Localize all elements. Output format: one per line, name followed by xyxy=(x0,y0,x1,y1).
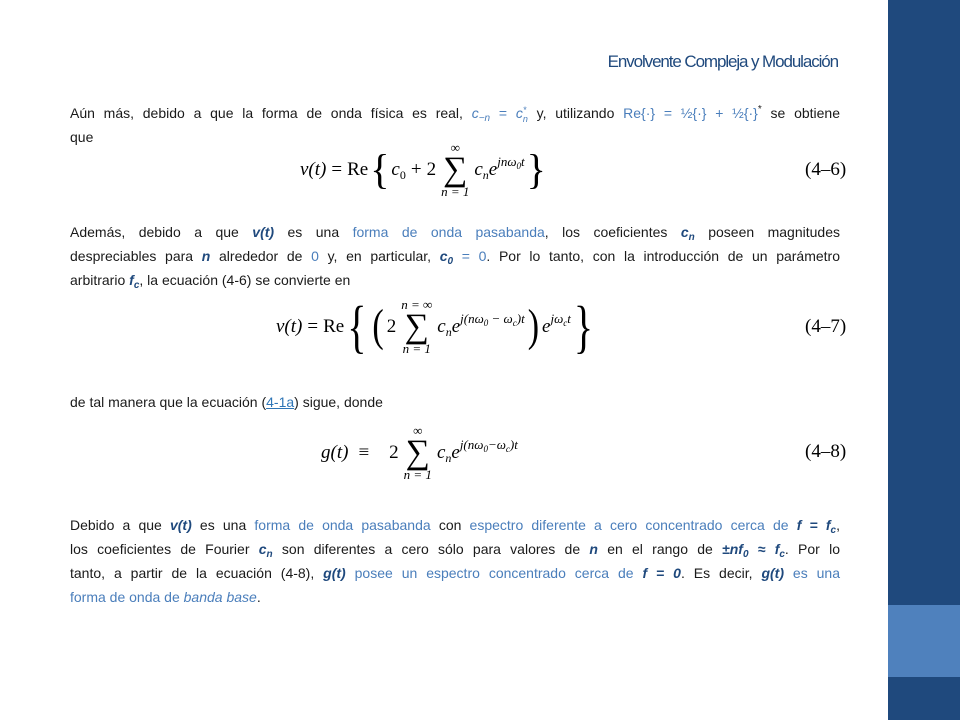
paragraph-2 xyxy=(70,220,840,292)
text-run: y, en particular, xyxy=(318,248,440,264)
eq-exp-base: e xyxy=(451,442,460,463)
eq-term-c0 xyxy=(391,159,405,181)
symbol-base: ≈ f xyxy=(748,541,780,557)
eq-exponent xyxy=(460,437,518,452)
equation-4-7 xyxy=(276,293,596,361)
eq-real-part-operator: Re xyxy=(347,159,369,180)
eq-brace-close: } xyxy=(526,145,546,194)
text-run: tanto, a partir de la ecuación (4-8), xyxy=(70,565,324,581)
eq-exponent-part: t xyxy=(567,311,571,326)
signal-v-t: v(t) xyxy=(252,224,275,240)
symbol-base: c xyxy=(439,248,448,264)
paragraph-4-line-3 xyxy=(70,561,840,585)
paragraph-1-line-1 xyxy=(70,101,840,125)
text-run: despreciables para xyxy=(70,248,202,264)
text-run: , xyxy=(836,517,840,533)
highlight-text: forma de onda pasabanda xyxy=(352,224,545,240)
eq-symbol-base: c xyxy=(474,159,483,180)
equation-label-4-8: (4–8) xyxy=(805,441,847,462)
text-run: y, utilizando xyxy=(527,105,624,121)
text-run: con xyxy=(430,517,470,533)
eq-subscript: 0 xyxy=(399,168,406,182)
text-run: Debido a que xyxy=(70,517,170,533)
text-run: alrededor de xyxy=(210,248,312,264)
eq-summation xyxy=(401,298,432,356)
highlight-text: posee un espectro concentrado cerca de xyxy=(345,565,643,581)
highlight-text-italic: banda base xyxy=(183,589,257,605)
eq-exponent-part: t xyxy=(521,154,525,169)
eq-coefficient: 2 xyxy=(426,159,437,180)
text-run: los coeficientes de Fourier xyxy=(70,541,259,557)
symbol-c-n xyxy=(258,541,273,560)
subscript: n xyxy=(266,549,273,560)
equation-reference-link[interactable]: 4-1a xyxy=(266,394,295,410)
expression-f-equals-fc xyxy=(796,517,837,536)
text-run: de tal manera que la ecuación ( xyxy=(70,394,267,410)
equation-4-6 xyxy=(300,141,548,199)
symbol-base: c xyxy=(515,105,523,121)
eq-equals: = xyxy=(307,316,319,337)
eq-term-cn-exponential xyxy=(437,311,525,339)
equation-label-4-7: (4–7) xyxy=(805,316,847,337)
eq-term-cn-exponential xyxy=(436,437,518,465)
sum-upper-limit: ∞ xyxy=(413,423,423,438)
text-run: , la ecuación (4-6) se convierte en xyxy=(139,272,351,288)
eq-summation xyxy=(404,424,432,482)
paragraph-2-line-2 xyxy=(70,244,840,268)
highlight-text: = 0 xyxy=(453,248,487,264)
expression-f-equals-0: f = 0 xyxy=(642,565,681,581)
text-run: es una xyxy=(274,224,353,240)
eq-brace-open: { xyxy=(347,293,367,359)
sidebar-accent-block xyxy=(888,605,960,677)
subscript: c xyxy=(133,280,140,291)
paragraph-4-line-1 xyxy=(70,513,840,537)
subscript: n xyxy=(522,114,528,124)
eq-lhs: v(t) xyxy=(276,316,303,337)
symbol-f-c xyxy=(129,272,140,291)
symbol-base: f xyxy=(129,272,134,288)
subscript: c xyxy=(779,549,785,560)
highlight-text: 0 xyxy=(311,248,319,264)
text-run: poseen magnitudes xyxy=(694,224,840,240)
highlight-text: forma de onda de xyxy=(70,589,184,605)
highlight-text: forma de onda pasabanda xyxy=(254,517,431,533)
eq-exp-base: e xyxy=(451,316,461,337)
symbol-c-neg-n xyxy=(471,105,491,124)
eq-exponent-subscript: 0 xyxy=(483,444,488,454)
text-run: . Por lo tanto, con la introducción de un parámetro xyxy=(486,248,841,264)
text-run: . xyxy=(256,589,261,605)
signal-g-t: g(t) xyxy=(323,565,346,581)
symbol-n: n xyxy=(589,541,598,557)
eq-exponent-part: jω xyxy=(550,311,564,326)
eq-subscript: n xyxy=(445,325,452,339)
signal-g-t: g(t) xyxy=(761,565,784,581)
symbol-c-conj-n xyxy=(515,105,528,124)
paragraph-2-line-1 xyxy=(70,220,840,244)
text-run: es una xyxy=(191,517,255,533)
symbol-c-0 xyxy=(439,248,454,267)
eq-subscript: n xyxy=(445,451,452,465)
expression-range xyxy=(722,541,785,560)
eq-exp-base: e xyxy=(542,316,551,337)
eq-equivalence: ≡ xyxy=(358,442,370,463)
sum-upper-limit: ∞ xyxy=(450,140,460,155)
real-part-identity: Re{·} = ½{·} + ½{·} xyxy=(623,105,758,121)
eq-lhs: v(t) xyxy=(300,159,327,180)
eq-symbol-base: c xyxy=(391,159,400,180)
eq-exponent-part: jnω xyxy=(497,154,517,169)
eq-plus: + xyxy=(410,159,422,180)
eq-coefficient: 2 xyxy=(386,316,397,337)
subscript: 0 xyxy=(447,256,454,267)
text-run: Además, debido a que xyxy=(70,224,253,240)
text-run: , los coeficientes xyxy=(544,224,681,240)
eq-exponent-subscript: c xyxy=(563,318,568,328)
sum-lower-limit: n = 1 xyxy=(441,184,470,199)
eq-paren-open: ( xyxy=(372,301,384,352)
text-run: . Es decir, xyxy=(680,565,762,581)
eq-symbol-base: c xyxy=(437,316,446,337)
eq-exponent-subscript: c xyxy=(505,444,510,454)
eq-brace-open: { xyxy=(370,145,390,194)
text-run: arbitrario xyxy=(70,272,130,288)
eq-exponent-part: )t xyxy=(516,311,525,326)
text-run: ) sigue, donde xyxy=(294,394,383,410)
eq-exponent-part: j(nω xyxy=(460,311,484,326)
slide-title: Envolvente Compleja y Modulación xyxy=(607,52,838,71)
eq-exponent-subscript: c xyxy=(512,318,517,328)
symbol-base: c xyxy=(680,224,689,240)
subscript: c xyxy=(830,525,837,536)
superscript: * xyxy=(522,105,527,115)
equation-label-4-6: (4–6) xyxy=(805,159,847,180)
sum-symbol: ∑ xyxy=(443,151,468,188)
sum-upper-limit: n = ∞ xyxy=(401,297,433,312)
eq-subscript: n xyxy=(482,168,489,182)
eq-symbol-base: c xyxy=(436,442,446,463)
sum-lower-limit: n = 1 xyxy=(402,341,431,356)
sum-symbol: ∑ xyxy=(404,308,429,345)
symbol-base: c xyxy=(258,541,267,557)
paragraph-4 xyxy=(70,513,840,609)
eq-exponent-part: )t xyxy=(509,437,518,452)
highlight-text: es una xyxy=(783,565,840,581)
eq-exponent xyxy=(460,311,525,326)
highlight-text: espectro diferente a cero concentrado cerca de xyxy=(469,517,797,533)
eq-brace-close: } xyxy=(573,293,594,359)
subscript: −n xyxy=(478,113,491,124)
text-run: Aún más, debido a que la forma de onda física es real, xyxy=(70,105,472,121)
eq-exponent xyxy=(550,311,570,326)
sum-lower-limit: n = 1 xyxy=(403,467,432,482)
eq-exp-base: e xyxy=(488,159,498,180)
paragraph-3-line-1 xyxy=(70,390,840,414)
eq-exponent-part: − ω xyxy=(488,311,513,326)
paragraph-4-line-4 xyxy=(70,585,840,609)
eq-paren-close: ) xyxy=(527,301,540,352)
symbol-base: c xyxy=(471,105,479,121)
paragraph-2-line-3 xyxy=(70,268,840,292)
paragraph-4-line-2 xyxy=(70,537,840,561)
eq-exponent-subscript: 0 xyxy=(516,161,522,171)
subscript: 0 xyxy=(742,549,749,560)
eq-exponent-subscript: 0 xyxy=(483,318,489,328)
text-run: se obtiene xyxy=(761,105,840,121)
eq-real-part-operator: Re xyxy=(323,316,345,337)
eq-term-cn-exponential xyxy=(474,154,525,182)
subscript: n xyxy=(688,232,695,243)
equation-4-8 xyxy=(321,423,518,483)
symbol-c-n xyxy=(680,224,695,243)
text-run: que xyxy=(70,129,94,145)
eq-summation xyxy=(441,141,469,199)
text-run: . Por lo xyxy=(784,541,840,557)
text-run: en el rango de xyxy=(597,541,723,557)
eq-exponent-part: −ω xyxy=(487,437,506,452)
eq-equals: = xyxy=(331,159,343,180)
text-run: son diferentes a cero sólo para valores de xyxy=(272,541,590,557)
eq-coefficient: 2 xyxy=(389,442,399,463)
signal-v-t: v(t) xyxy=(169,517,192,533)
eq-exponent xyxy=(497,154,524,169)
symbol-n: n xyxy=(201,248,211,264)
eq-exponent-part: j(nω xyxy=(459,437,484,452)
sum-symbol: ∑ xyxy=(405,434,430,471)
eq-lhs: g(t) xyxy=(321,442,349,463)
symbol-base: f = f xyxy=(796,517,831,533)
conjugate-mark: * xyxy=(757,104,762,115)
equals-sign: = xyxy=(490,105,516,121)
eq-carrier-term xyxy=(542,311,571,338)
paragraph-3 xyxy=(70,390,840,414)
symbol-base: ±nf xyxy=(722,541,743,557)
